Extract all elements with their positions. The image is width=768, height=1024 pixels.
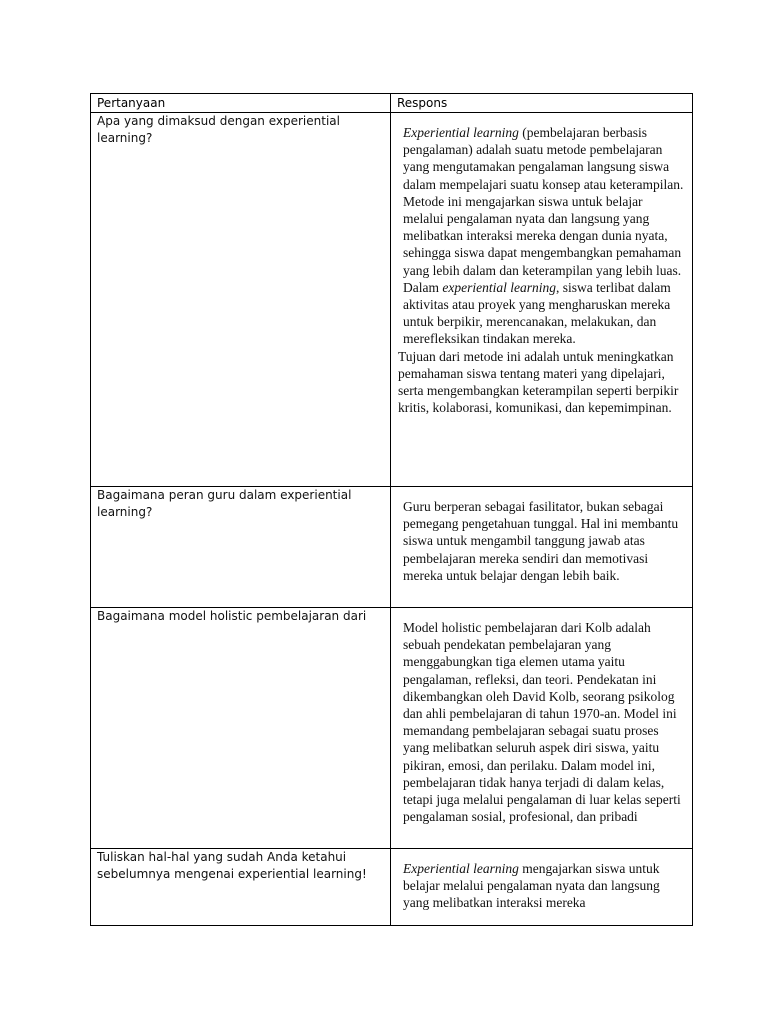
question-cell: Bagaimana model holistic pembelajaran dari [91, 608, 391, 849]
response-paragraph: Tujuan dari metode ini adalah untuk meningkatkan pemahaman siswa tentang materi yang dipelajari, serta mengembangkan keterampilan seperti berpikir kritis, kolaborasi, komunikasi, dan kepemimpinan. [398, 348, 679, 416]
table-row [91, 608, 693, 849]
table-row [91, 849, 693, 926]
table-row [91, 113, 693, 487]
response-cell [391, 849, 693, 926]
response-paragraph: Experiential learning mengajarkan siswa untuk belajar melalui pengalaman nyata dan langsung yang melibatkan interaksi mereka [403, 861, 660, 911]
emphasis-term: Experiential learning [403, 125, 519, 140]
header-response: Respons [391, 94, 693, 113]
header-question: Pertanyaan [91, 94, 391, 113]
response-paragraph: Guru berperan sebagai fasilitator, bukan sebagai pemegang pengetahuan tunggal. Hal ini membantu siswa untuk mengambil tanggung jawab atas pembelajaran mereka sendiri dan memotivasi mereka untuk belajar dengan lebih baik. [403, 499, 679, 583]
emphasis-term: Experiential learning [403, 861, 519, 876]
question-cell: Tuliskan hal-hal yang sudah Anda ketahui sebelumnya mengenai experiential learning! [91, 849, 391, 926]
question-cell: Bagaimana peran guru dalam experiential learning? [91, 487, 391, 608]
response-paragraph: Model holistic pembelajaran dari Kolb adalah sebuah pendekatan pembelajaran yang menggabungkan tiga elemen utama yaitu pengalaman, refleksi, dan teori. Pendekatan ini dikembangkan oleh David Kolb, seorang psikolog dan ahli pembelajaran di tahun 1970-an. Model ini memandang pembelajaran sebagai suatu proses yang melibatkan seluruh aspek diri siswa, yaitu pikiran, emosi, dan perilaku. Dalam model ini, pembelajaran tidak hanya terjadi di dalam kelas, tetapi juga melalui pengalaman di luar kelas seperti pengalaman sosial, profesional, dan pribadi [403, 620, 681, 825]
table-header-row [91, 94, 693, 113]
response-cell [391, 608, 693, 849]
emphasis-term: experiential learning [442, 279, 556, 295]
response-cell [391, 487, 693, 608]
question-cell: Apa yang dimaksud dengan experiential learning? [91, 113, 391, 487]
table-row [91, 487, 693, 608]
qa-table [90, 93, 693, 926]
response-paragraph: Experiential learning (pembelajaran berbasis pengalaman) adalah suatu metode pembelajaran yang mengutamakan pengalaman langsung siswa dalam mempelajari suatu konsep atau keterampilan. Metode ini mengajarkan siswa untuk belajar melalui pengalaman nyata dan langsung yang melibatkan interaksi mereka dengan dunia nyata, sehingga siswa dapat mengembangkan pemahaman yang lebih dalam dan keterampilan yang lebih luas. Dalam experiential learning, siswa terlibat dalam aktivitas atau proyek yang mengharuskan mereka untuk berpikir, merencanakan, melakukan, dan merefleksikan tindakan mereka. [403, 125, 684, 347]
response-cell [391, 113, 693, 487]
